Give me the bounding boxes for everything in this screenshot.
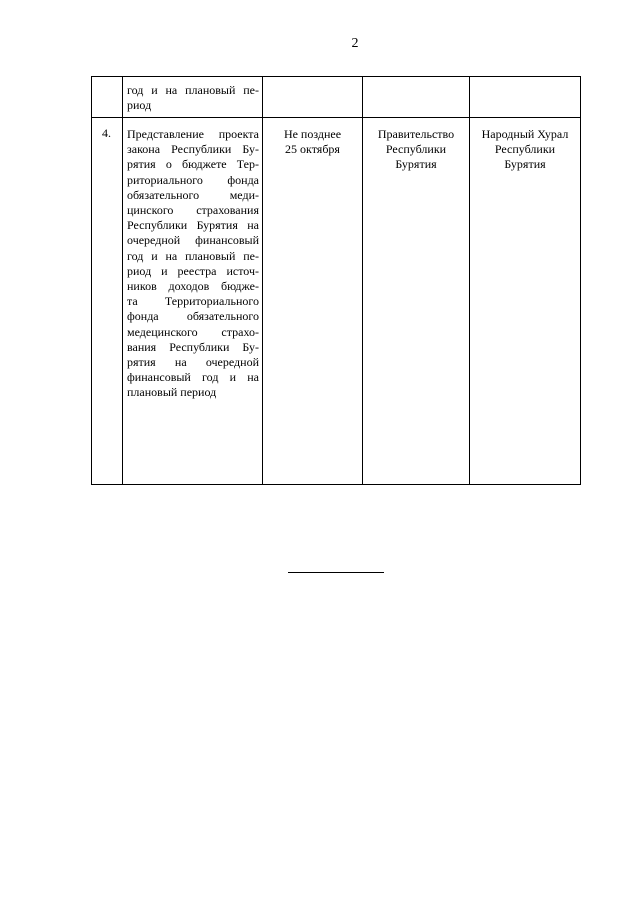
recipient-line: Бурятия (504, 157, 546, 172)
description-line: Республики Бурятия на (127, 218, 259, 233)
end-rule (288, 572, 384, 573)
description-line: закона Республики Бу- (127, 142, 259, 157)
description-line: вания Республики Бу- (127, 339, 259, 354)
number-cell (92, 77, 123, 118)
description-cell (123, 77, 263, 118)
table-row (92, 77, 581, 118)
recipient-line: Республики (494, 142, 556, 157)
description-line: фонда обязательного (127, 309, 259, 324)
description-line: обязательного меди- (127, 187, 259, 202)
description-cell (123, 118, 263, 485)
responsible-line: Бурятия (395, 157, 437, 172)
responsible-cell (363, 77, 470, 118)
description-line: риод (127, 98, 152, 113)
description-line: финансовый год и на (127, 370, 259, 385)
deadline-line: 25 октября (285, 142, 340, 157)
description-line: плановый период (127, 385, 217, 400)
recipient-cell (470, 118, 581, 485)
table-row (92, 118, 581, 485)
description-line: очередной финансовый (127, 233, 259, 248)
recipient-line: Народный Хурал (481, 127, 569, 141)
deadline-cell (263, 118, 363, 485)
description-line: риод и реестра источ- (127, 263, 259, 278)
responsible-cell (363, 118, 470, 485)
responsible-line: Правительство (377, 127, 455, 141)
responsible-line: Республики (385, 142, 447, 157)
description-line: ников доходов бюдже- (127, 279, 259, 294)
description-line: Представление проекта (127, 127, 259, 141)
description-line: рятия о бюджете Тер- (127, 157, 259, 172)
row-number: 4. (92, 118, 123, 485)
description-line: цинского страхования (127, 203, 259, 218)
description-line: рятия на очередной (127, 355, 259, 370)
page-number: 2 (351, 36, 359, 51)
description-line: год и на плановый пе- (127, 83, 259, 97)
description-line: риториального фонда (127, 172, 259, 187)
description-line: медецинского страхо- (127, 324, 259, 339)
deadline-cell (263, 77, 363, 118)
description-line: та Территориального (127, 294, 259, 309)
recipient-cell (470, 77, 581, 118)
deadline-line: Не позднее (283, 127, 342, 141)
description-line: год и на плановый пе- (127, 248, 259, 263)
schedule-table (91, 76, 581, 485)
